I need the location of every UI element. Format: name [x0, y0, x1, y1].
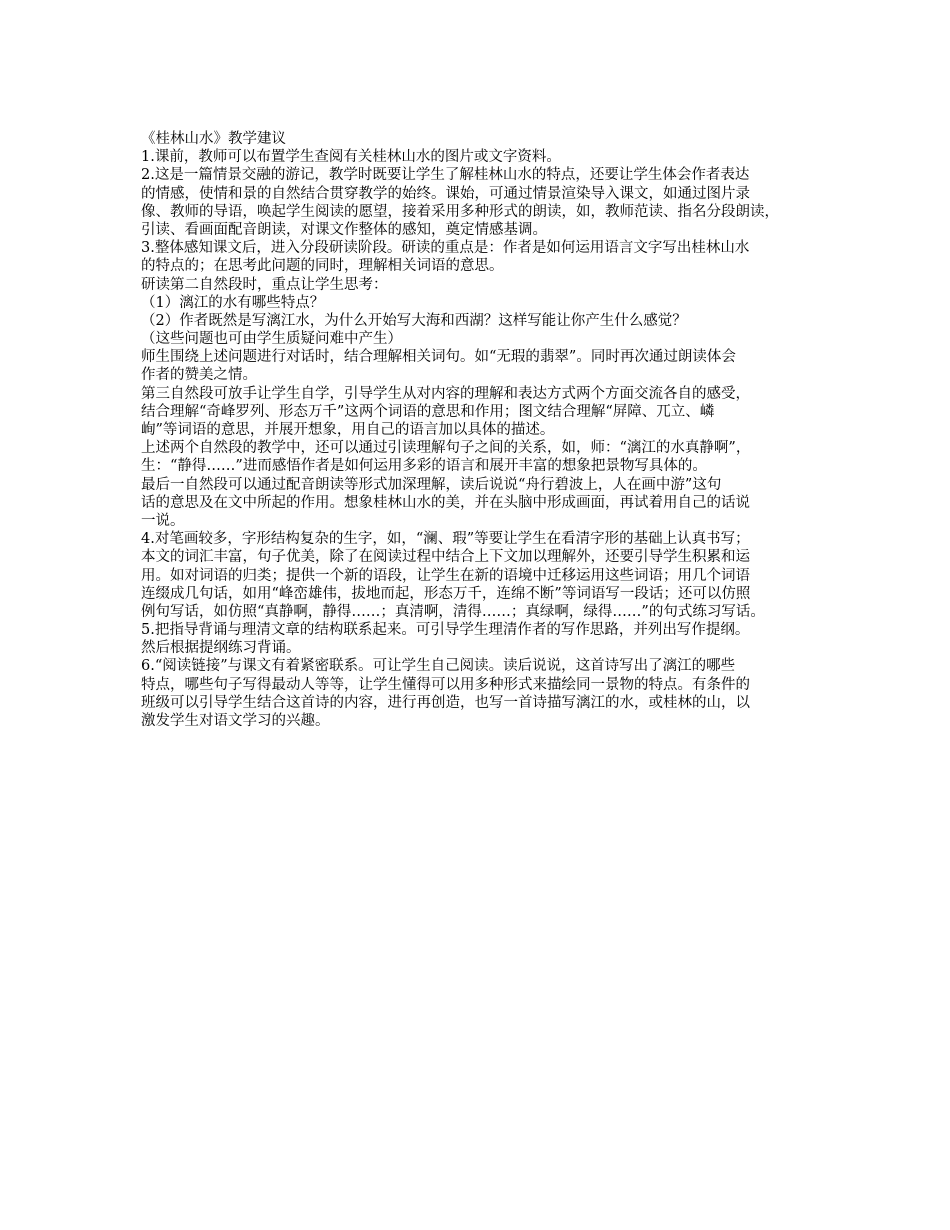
text-line: 特点，哪些句子写得最动人等等，让学生懂得可以用多种形式来描绘同一景物的特点。有条件的 [141, 676, 750, 693]
text-line: （1）漓江的水有哪些特点？ [141, 294, 325, 311]
text-line: （这些问题也可由学生质疑问难中产生） [141, 331, 402, 348]
text-line: 像、教师的导语，唤起学生阅读的愿望，接着采用多种形式的朗读，如，教师范读、指名分段朗读， [141, 203, 779, 220]
text-line: 3.整体感知课文后，进入分段研读阶段。研读的重点是：作者是如何运用语言文字写出桂林山水 [141, 240, 750, 257]
text-line: 6.“阅读链接”与课文有着紧密联系。可让学生自己阅读。读后说说，这首诗写出了漓江的哪些 [141, 658, 736, 675]
text-line: 例句写话，如仿照“真静啊，静得……；真清啊，清得……；真绿啊，绿得……”的句式练习写话。 [141, 603, 765, 620]
text-line: 连缀成几句话，如用“峰峦雄伟，拔地而起，形态万千，连绵不断”等词语写一段话；还可以仿照 [141, 585, 751, 602]
text-line: 作者的赞美之情。 [141, 367, 257, 384]
text-line: 然后根据提纲练习背诵。 [141, 640, 301, 657]
text-line: 研读第二自然段时，重点让学生思考： [141, 276, 388, 293]
text-line: 引读、看画面配音朗读，对课文作整体的感知，奠定情感基调。 [141, 221, 547, 238]
text-line: 话的意思及在文中所起的作用。想象桂林山水的美，并在头脑中形成画面，再试着用自己的话说 [141, 494, 750, 511]
text-line: 上述两个自然段的教学中，还可以通过引读理解句子之间的关系，如，师：“漓江的水真静啊”， [141, 440, 751, 457]
text-line: 5.把指导背诵与理清文章的结构联系起来。可引导学生理清作者的写作思路，并列出写作提纲。 [141, 622, 750, 639]
document-title: 《桂林山水》教学建议 [141, 131, 286, 147]
text-line: 一说。 [141, 512, 185, 529]
text-line: 用。如对词语的归类；提供一个新的语段，让学生在新的语境中迁移运用这些词语；用几个词语 [141, 567, 750, 584]
text-line: 4.对笔画较多，字形结构复杂的生字，如，“澜、瑕”等要让学生在看清字形的基础上认真书写； [141, 531, 750, 548]
document-body [141, 130, 816, 730]
text-line: 师生围绕上述问题进行对话时，结合理解相关词句。如“无瑕的翡翠”。同时再次通过朗读体会 [141, 349, 736, 366]
text-line: 峋”等词语的意思，并展开想象，用自己的语言加以具体的描述。 [141, 422, 555, 438]
text-line: 班级可以引导学生结合这首诗的内容，进行再创造，也写一首诗描写漓江的水，或桂林的山，以 [141, 694, 750, 711]
text-line: 本文的词汇丰富，句子优美，除了在阅读过程中结合上下文加以理解外，还要引导学生积累和运 [141, 549, 750, 566]
text-line: 的特点的；在思考此问题的同时，理解相关词语的意思。 [141, 258, 504, 275]
text-line: 激发学生对语文学习的兴趣。 [141, 713, 330, 729]
text-line: 最后一自然段可以通过配音朗读等形式加深理解，读后说说“舟行碧波上，人在画中游”这句 [141, 476, 722, 493]
text-line: 第三自然段可放手让学生自学，引导学生从对内容的理解和表达方式两个方面交流各自的感受， [141, 385, 750, 402]
text-line: 2.这是一篇情景交融的游记，教学时既要让学生了解桂林山水的特点，还要让学生体会作者表达 [141, 167, 750, 184]
text-line: （2）作者既然是写漓江水，为什么开始写大海和西湖？这样写能让你产生什么感觉？ [141, 312, 687, 329]
text-line: 1.课前，教师可以布置学生查阅有关桂林山水的图片或文字资料。 [141, 149, 561, 166]
text-line: 的情感，使情和景的自然结合贯穿教学的始终。课始，可通过情景渲染导入课文，如通过图片录 [141, 185, 750, 202]
text-line: 生：“静得……”进而感悟作者是如何运用多彩的语言和展开丰富的想象把景物写具体的。 [141, 458, 707, 475]
text-line: 结合理解“奇峰罗列、形态万千”这两个词语的意思和作用；图文结合理解“屏障、兀立、嶙 [141, 403, 715, 420]
